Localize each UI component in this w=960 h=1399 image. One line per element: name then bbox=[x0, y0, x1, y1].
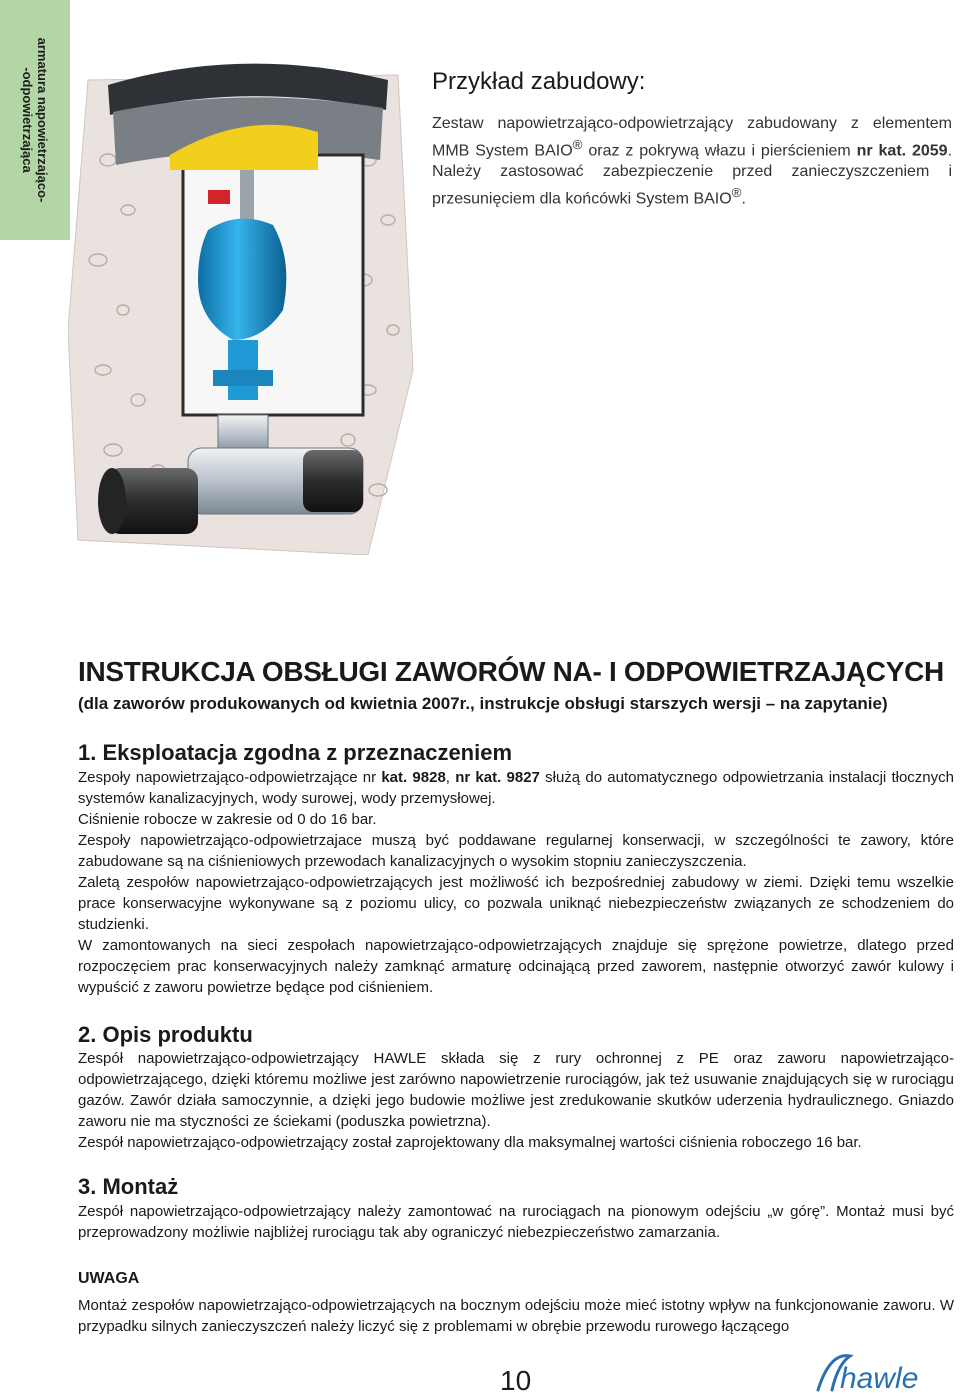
section-2-body bbox=[78, 1048, 954, 1153]
registered-mark: ® bbox=[572, 137, 583, 152]
section-3-body bbox=[78, 1201, 954, 1243]
section-3-title: 3. Montaż bbox=[78, 1174, 179, 1199]
warning-title: UWAGA bbox=[78, 1270, 140, 1287]
pipe-right bbox=[303, 450, 363, 512]
catalog-number: nr kat. 9827 bbox=[455, 769, 540, 786]
side-tab-line-1: armatura napowietrzająco- bbox=[35, 37, 50, 203]
example-description bbox=[432, 113, 952, 210]
side-tab-label bbox=[20, 5, 50, 235]
page-number: 10 bbox=[500, 1365, 532, 1396]
catalog-number: kat. 9828 bbox=[381, 769, 446, 786]
section-1-paragraph: W zamontowanych na sieci zespołach napowietrzająco-odpowietrzających znajduje się sprężone powietrze, dlatego przed rozpoczęciem prac konserwacyjnych należy zamknąć armaturę odcinającą przed zaworem, następnie otworzyć zawór kulowy i wypuścić z zaworu powietrze będące pod ciśnieniem. bbox=[78, 937, 954, 996]
registered-mark: ® bbox=[731, 185, 742, 201]
example-catalog-number: nr kat. 2059 bbox=[856, 142, 948, 160]
section-1-body bbox=[78, 767, 954, 998]
sub-heading: (dla zaworów produkowanych od kwietnia 2007r., instrukcje obsługi starszych wersji – na zapytanie) bbox=[78, 694, 888, 713]
example-text-d: . bbox=[741, 190, 746, 208]
section-2-title: 2. Opis produktu bbox=[78, 1022, 253, 1047]
pipe-left-end bbox=[98, 468, 126, 534]
example-text-a: Zestaw napowietrzająco-odpowietrzający zabudowany z elementem MMB System BAIO bbox=[432, 115, 952, 160]
hawle-logo bbox=[810, 1350, 960, 1399]
red-handle bbox=[208, 190, 230, 204]
warning-paragraph: Montaż zespołów napowietrzająco-odpowietrzających na bocznym odejściu może mieć istotny wpływ na funkcjonowanie zaworu. W przypadku silnych zanieczyszczeń należy liczyć się z problemami w obrębie przewodu rurowego łączącego bbox=[78, 1297, 954, 1335]
section-2-paragraph: Zespół napowietrzająco-odpowietrzający został zaprojektowany dla maksymalnej wartości ciśnienia roboczego 16 bar. bbox=[78, 1134, 862, 1151]
main-heading: INSTRUKCJA OBSŁUGI ZAWORÓW NA- I ODPOWIETRZAJĄCYCH bbox=[78, 656, 944, 687]
section-1-paragraph: Zaletą zespołów napowietrzająco-odpowietrzających jest możliwość ich bezpośredniej zabudowy w ziemi. Dzięki temu wszelkie prace konserwacyjne wykonywane są z poziomu ulicy, co pozwala uniknąć niebezpieczeństw związanych ze schodzeniem do studzienki. bbox=[78, 874, 954, 933]
section-3-paragraph: Zespół napowietrzająco-odpowietrzający należy zamontować na rurociągach na pionowym odejściu „w górę”. Montaż musi być przeprowadzony możliwie najbliżej rurociągu tak aby ograniczyć niebezpieczeństwo zamarzania. bbox=[78, 1203, 954, 1241]
section-1-title: 1. Eksploatacja zgodna z przeznaczeniem bbox=[78, 740, 513, 765]
section-2-paragraph: Zespół napowietrzająco-odpowietrzający HAWLE składa się z rury ochronnej z PE oraz zaworu napowietrzająco-odpowietrzającego, dzięki któremu możliwe jest zarówno napowietrzenie rurociągów, jak też usuwanie znajdujących się w rurociągu gazów. Zawór działa samoczynnie, a dzięki jego budowie możliwe jest zredukowanie skutków uderzenia hydraulicznego. Gniazdo zaworu nie ma styczności ze ściekami (poduszka powietrzna). bbox=[78, 1050, 954, 1130]
section-1-paragraph: Zespoły napowietrzająco-odpowietrzajace muszą być poddawane regularnej konserwacji, w szczególności te zawory, które zabudowane są na ciśnieniowych przewodach kanalizacyjnych o wysokim stopniu zanieczyszczenia. bbox=[78, 832, 954, 870]
side-tab-line-2: -odpowietrzająca bbox=[20, 67, 35, 173]
text-span: Zespoły napowietrzająco-odpowietrzające nr bbox=[78, 769, 382, 786]
warning-body bbox=[78, 1295, 954, 1337]
side-tab bbox=[0, 0, 70, 240]
installation-illustration bbox=[68, 50, 423, 555]
section-1-paragraph bbox=[78, 767, 954, 809]
text-span: , bbox=[445, 769, 456, 786]
text-span: służą do automatycznego odpowietrzania instalacji tłocznych systemów kanalizacyjnych, wody surowej, wody przemysłowej. bbox=[78, 769, 954, 807]
example-title: Przykład zabudowy: bbox=[432, 68, 646, 95]
example-text-b: oraz z pokrywą włazu i pierścieniem bbox=[582, 142, 857, 160]
example-text-c: . Należy zastosować zabezpieczenie przed zanieczyszczeniem i przesunięciem dla końcówki System BAIO bbox=[432, 142, 953, 208]
logo-text: hawle bbox=[840, 1362, 919, 1395]
valve-flange bbox=[213, 370, 273, 386]
section-1-paragraph: Ciśnienie robocze w zakresie od 0 do 16 bar. bbox=[78, 811, 377, 828]
